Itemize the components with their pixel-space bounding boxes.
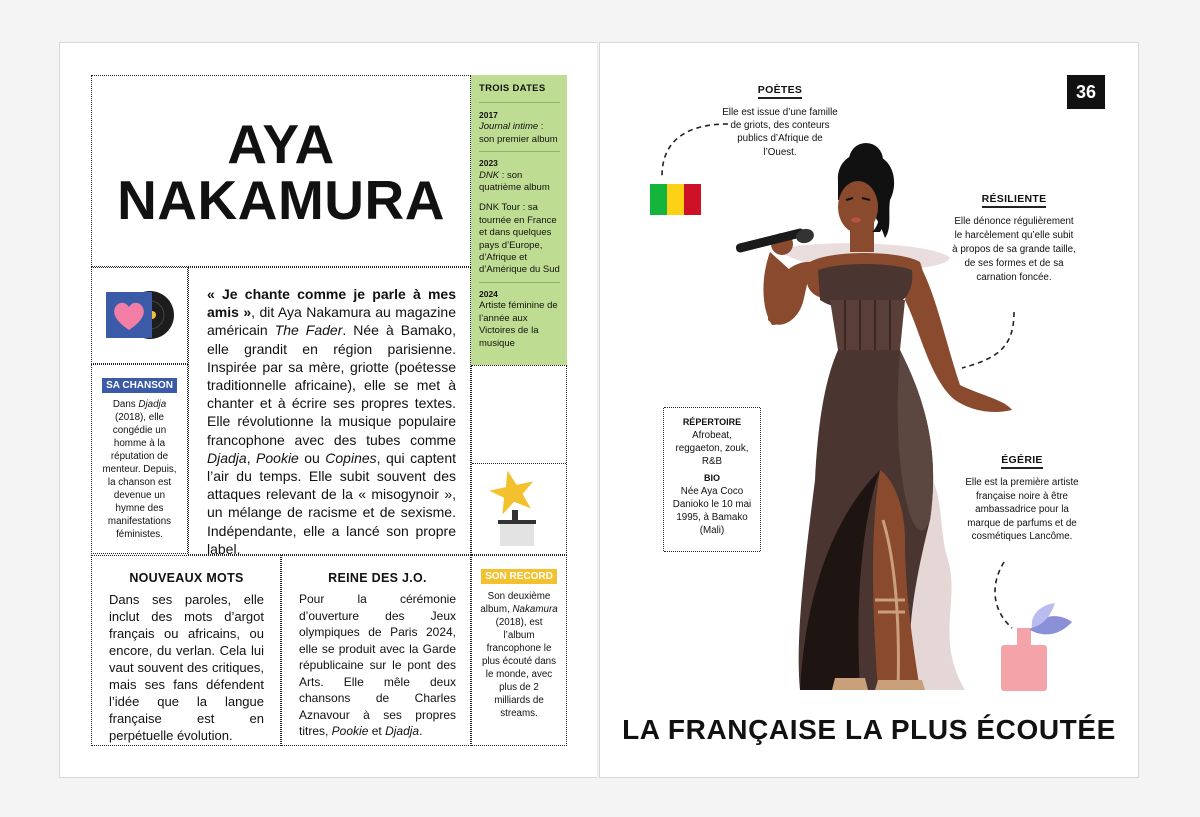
- main-paragraph: « Je chante comme je parle à mes amis », dit Aya Nakamura au magazine américain The Fader. Née à Bamako, elle grandit en région parisienne. Inspirée par sa mère, griotte (poétesse traditionnelle africaine), elle se met à chanter et à écrire ses propres textes. Elle révolutionne la musique populaire francophone avec des tubes comme Djadja, Pookie ou Copines, qui captent l’air du temps. Elle subit souvent des attaques relevant de la « misogynoir », un mélange de racisme et de sexisme. Indépendante, elle a lancé son propre label.: [207, 286, 457, 557]
- nouveaux-mots-heading: NOUVEAUX MOTS: [129, 571, 244, 585]
- resiliente-text: Elle dénonce régulièrement le harcèlement qu’elle subit à propos de sa grande taille, de ses formes et de sa carnation foncée.: [952, 216, 1076, 283]
- date-title: DNK: [479, 169, 500, 181]
- egerie-text: Elle est la première artiste française noire à être ambassadrice pour la marque de parfums et de cosmétiques Lancôme.: [965, 477, 1079, 543]
- egerie-heading: ÉGÉRIE: [1001, 454, 1042, 469]
- trois-dates-box: [471, 75, 567, 365]
- nouveaux-mots-cell: [91, 555, 281, 746]
- resiliente-connector: [962, 312, 1014, 368]
- date-entry: [479, 157, 560, 277]
- trois-dates-heading: TROIS DATES: [479, 83, 546, 94]
- egerie-connector: [995, 562, 1012, 628]
- poetes-text: Elle est issue d’une famille de griots, des conteurs publics d’Afrique de l’Ouest.: [722, 107, 838, 158]
- date-text: : son quatrième album: [479, 169, 550, 194]
- sa-chanson-label: SA CHANSON: [102, 378, 177, 393]
- date-entry: [479, 109, 560, 146]
- illustration: [599, 42, 1139, 722]
- bio-text: Née Aya Coco Danioko le 10 mai 1995, à Bamako (Mali): [672, 486, 752, 536]
- nouveaux-mots-text: Dans ses paroles, elle inclut des mots d’argot français ou africains, ou encore, du verlan. Cela lui vaut souvent des critiques, mais ses fans défendent l’idée que la langue française est en perpétuelle évolution.: [109, 592, 264, 743]
- main-quote: « Je chante comme je parle à mes amis »: [207, 286, 456, 321]
- trophy-cell: [471, 365, 567, 555]
- date-year: 2017: [479, 110, 498, 120]
- poetes-connector: [662, 124, 728, 176]
- date-text: : son premier album: [479, 121, 558, 145]
- date-year: 2023: [479, 158, 498, 169]
- reine-jo-heading: REINE DES J.O.: [328, 571, 427, 585]
- title-line-2: NAKAMURA: [117, 169, 445, 231]
- sa-chanson-text: Dans Djadja (2018), elle congédie un homme à la réputation de menteur. Depuis, la chanson est devenue un hymne des manifestations féministes.: [102, 399, 177, 540]
- title-cell: [91, 75, 471, 267]
- page-number: 36: [1075, 82, 1097, 102]
- date-title: Journal intime: [479, 121, 539, 133]
- resiliente-heading: RÉSILIENTE: [982, 193, 1047, 208]
- date-text: Artiste féminine de l’année aux Victoires de la musique: [479, 300, 558, 349]
- perfume-bottle-icon: [1001, 603, 1072, 691]
- mali-flag-icon: [650, 184, 701, 215]
- star-trophy-icon: [490, 466, 550, 546]
- reine-jo-text: Pour la cérémonie d’ouverture des Jeux olympiques de Paris 2024, elle se produit avec la Garde républicaine sur le pont des Arts. Elle mêle deux chansons de Charles Aznavour à ses propres titres, Pookie et Djadja.: [299, 592, 456, 738]
- vinyl-heart-icon: [106, 290, 178, 342]
- sa-chanson-cell: [91, 364, 188, 554]
- poetes-heading: POÈTES: [758, 84, 802, 99]
- vinyl-cell: [91, 267, 188, 364]
- headline: LA FRANÇAISE LA PLUS ÉCOUTÉE: [622, 714, 1116, 745]
- repertoire-text: Afrobeat, reggaeton, zouk, R&B: [675, 430, 749, 467]
- bio-heading: BIO: [703, 473, 720, 483]
- son-record-text: Son deuxième album, Nakamura (2018), est l’album francophone le plus écouté dans le monde, avec plus de 2 milliards de streams.: [480, 591, 558, 719]
- repertoire-heading: RÉPERTOIRE: [682, 417, 742, 427]
- reine-jo-cell: [281, 555, 471, 746]
- date-entry: [479, 288, 560, 350]
- date-year: 2024: [479, 288, 498, 299]
- date-text: DNK Tour : sa tournée en France et dans quelques pays d’Europe, d’Afrique et d’Amérique du Sud: [479, 202, 560, 276]
- main-text-cell: [188, 267, 471, 555]
- son-record-label: SON RECORD: [481, 569, 557, 584]
- title-line-1: AYA: [227, 113, 335, 175]
- son-record-cell: [471, 555, 567, 746]
